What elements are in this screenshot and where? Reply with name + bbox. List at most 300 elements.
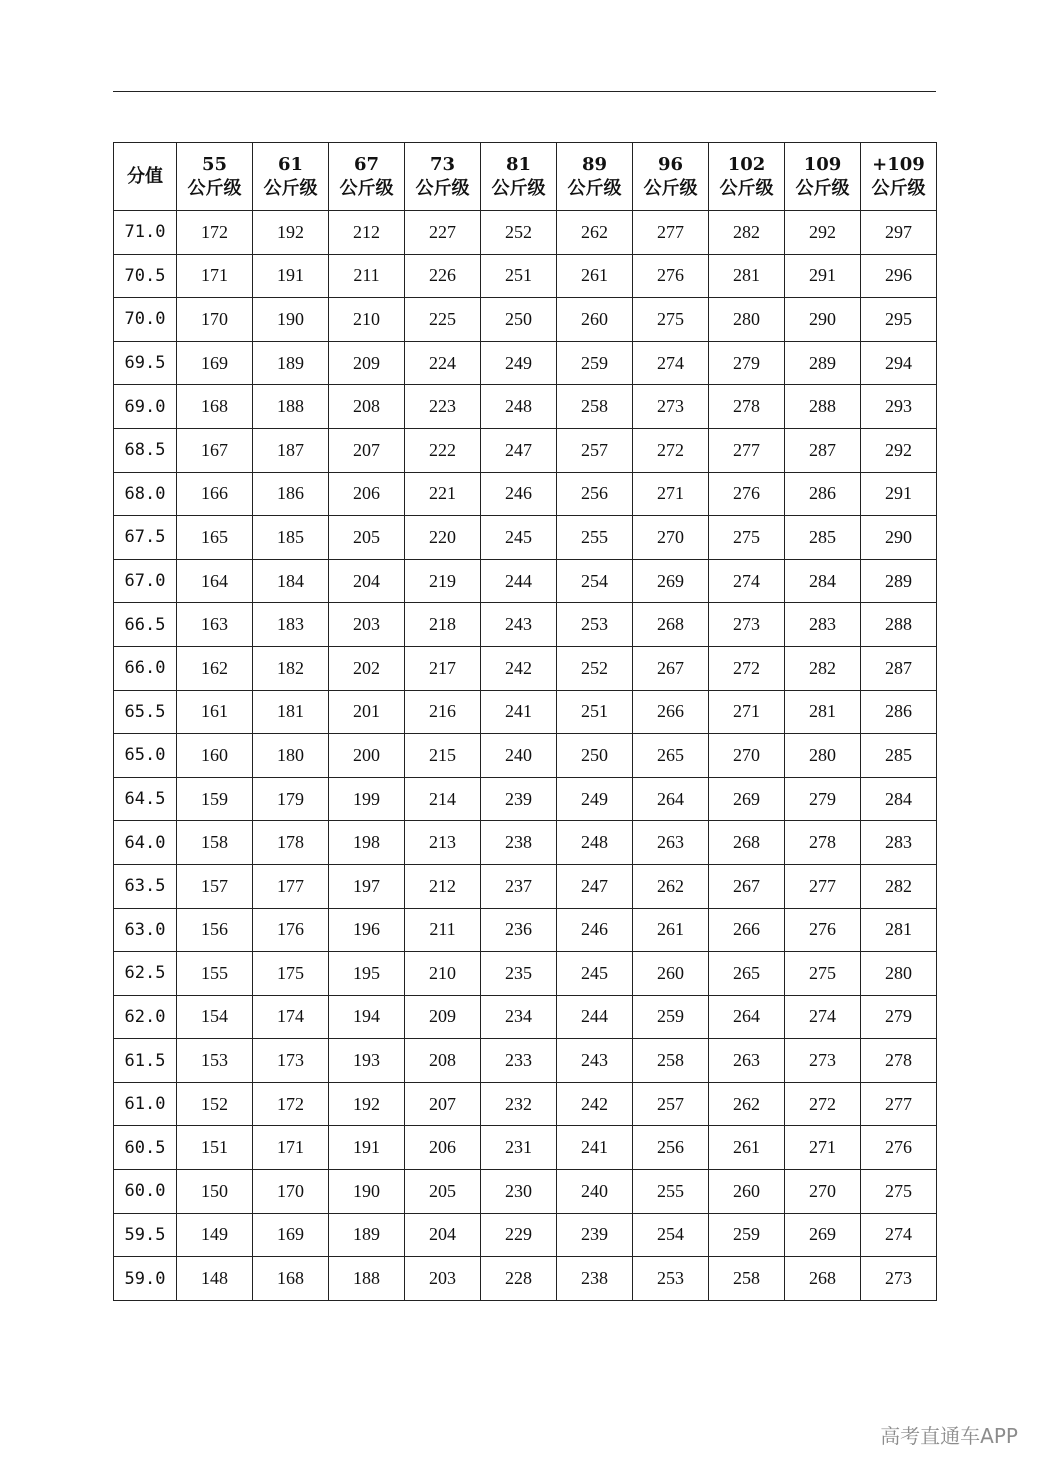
value-cell: 165 <box>177 516 253 560</box>
table-body <box>114 211 937 1301</box>
value-cell: 283 <box>785 603 861 647</box>
value-cell: 182 <box>253 646 329 690</box>
value-cell: 245 <box>557 952 633 996</box>
header-weight-class <box>633 143 709 211</box>
table-row <box>114 298 937 342</box>
value-cell: 236 <box>481 908 557 952</box>
weight-unit: 公斤级 <box>871 177 926 199</box>
value-cell: 261 <box>709 1126 785 1170</box>
value-cell: 191 <box>329 1126 405 1170</box>
table-row <box>114 690 937 734</box>
value-cell: 254 <box>557 559 633 603</box>
value-cell: 190 <box>253 298 329 342</box>
value-cell: 272 <box>709 646 785 690</box>
table-row <box>114 211 937 255</box>
value-cell: 191 <box>253 254 329 298</box>
value-cell: 190 <box>329 1170 405 1214</box>
value-cell: 274 <box>861 1213 937 1257</box>
value-cell: 240 <box>481 734 557 778</box>
header-weight-class <box>709 143 785 211</box>
value-cell: 164 <box>177 559 253 603</box>
score-cell: 68.0 <box>114 472 177 516</box>
value-cell: 285 <box>785 516 861 560</box>
value-cell: 185 <box>253 516 329 560</box>
value-cell: 172 <box>177 211 253 255</box>
table-row <box>114 428 937 472</box>
value-cell: 235 <box>481 952 557 996</box>
value-cell: 199 <box>329 777 405 821</box>
value-cell: 223 <box>405 385 481 429</box>
value-cell: 205 <box>405 1170 481 1214</box>
value-cell: 253 <box>557 603 633 647</box>
value-cell: 218 <box>405 603 481 647</box>
score-cell: 65.0 <box>114 734 177 778</box>
value-cell: 167 <box>177 428 253 472</box>
score-cell: 63.5 <box>114 864 177 908</box>
value-cell: 250 <box>557 734 633 778</box>
value-cell: 168 <box>253 1257 329 1301</box>
weight-value: +109 <box>872 153 925 175</box>
value-cell: 243 <box>557 1039 633 1083</box>
value-cell: 166 <box>177 472 253 516</box>
score-cell: 66.5 <box>114 603 177 647</box>
value-cell: 257 <box>633 1082 709 1126</box>
value-cell: 281 <box>709 254 785 298</box>
value-cell: 215 <box>405 734 481 778</box>
weight-unit: 公斤级 <box>339 177 394 199</box>
weight-value: 73 <box>429 153 456 175</box>
value-cell: 260 <box>709 1170 785 1214</box>
weight-unit: 公斤级 <box>567 177 622 199</box>
value-cell: 256 <box>633 1126 709 1170</box>
value-cell: 282 <box>709 211 785 255</box>
weight-value: 61 <box>277 153 304 175</box>
value-cell: 262 <box>709 1082 785 1126</box>
table-row <box>114 603 937 647</box>
value-cell: 158 <box>177 821 253 865</box>
value-cell: 192 <box>253 211 329 255</box>
table-row <box>114 646 937 690</box>
table-row <box>114 908 937 952</box>
value-cell: 260 <box>557 298 633 342</box>
value-cell: 225 <box>405 298 481 342</box>
value-cell: 178 <box>253 821 329 865</box>
value-cell: 229 <box>481 1213 557 1257</box>
value-cell: 211 <box>405 908 481 952</box>
value-cell: 277 <box>861 1082 937 1126</box>
value-cell: 232 <box>481 1082 557 1126</box>
header-weight-class <box>405 143 481 211</box>
value-cell: 213 <box>405 821 481 865</box>
value-cell: 289 <box>861 559 937 603</box>
value-cell: 260 <box>633 952 709 996</box>
value-cell: 252 <box>481 211 557 255</box>
value-cell: 265 <box>633 734 709 778</box>
value-cell: 270 <box>785 1170 861 1214</box>
value-cell: 248 <box>557 821 633 865</box>
value-cell: 205 <box>329 516 405 560</box>
value-cell: 273 <box>785 1039 861 1083</box>
value-cell: 226 <box>405 254 481 298</box>
value-cell: 241 <box>557 1126 633 1170</box>
value-cell: 279 <box>709 341 785 385</box>
value-cell: 197 <box>329 864 405 908</box>
value-cell: 238 <box>481 821 557 865</box>
value-cell: 261 <box>633 908 709 952</box>
value-cell: 170 <box>177 298 253 342</box>
value-cell: 209 <box>329 341 405 385</box>
weight-value: 55 <box>201 153 228 175</box>
value-cell: 282 <box>861 864 937 908</box>
value-cell: 263 <box>709 1039 785 1083</box>
value-cell: 277 <box>785 864 861 908</box>
value-cell: 275 <box>861 1170 937 1214</box>
score-cell: 59.0 <box>114 1257 177 1301</box>
value-cell: 193 <box>329 1039 405 1083</box>
value-cell: 239 <box>481 777 557 821</box>
value-cell: 291 <box>785 254 861 298</box>
score-cell: 61.0 <box>114 1082 177 1126</box>
header-weight-class <box>861 143 937 211</box>
value-cell: 269 <box>709 777 785 821</box>
value-cell: 271 <box>709 690 785 734</box>
value-cell: 258 <box>633 1039 709 1083</box>
score-cell: 59.5 <box>114 1213 177 1257</box>
table-row <box>114 1039 937 1083</box>
value-cell: 180 <box>253 734 329 778</box>
value-cell: 192 <box>329 1082 405 1126</box>
value-cell: 231 <box>481 1126 557 1170</box>
value-cell: 161 <box>177 690 253 734</box>
value-cell: 194 <box>329 995 405 1039</box>
value-cell: 156 <box>177 908 253 952</box>
table-row <box>114 559 937 603</box>
value-cell: 245 <box>481 516 557 560</box>
value-cell: 274 <box>709 559 785 603</box>
value-cell: 169 <box>177 341 253 385</box>
value-cell: 267 <box>633 646 709 690</box>
value-cell: 287 <box>861 646 937 690</box>
value-cell: 198 <box>329 821 405 865</box>
value-cell: 195 <box>329 952 405 996</box>
weight-unit: 公斤级 <box>491 177 546 199</box>
value-cell: 264 <box>633 777 709 821</box>
value-cell: 206 <box>405 1126 481 1170</box>
table-row <box>114 821 937 865</box>
score-cell: 60.5 <box>114 1126 177 1170</box>
value-cell: 297 <box>861 211 937 255</box>
value-cell: 216 <box>405 690 481 734</box>
value-cell: 284 <box>785 559 861 603</box>
value-cell: 153 <box>177 1039 253 1083</box>
score-cell: 70.0 <box>114 298 177 342</box>
value-cell: 275 <box>709 516 785 560</box>
table-row <box>114 254 937 298</box>
value-cell: 292 <box>861 428 937 472</box>
value-cell: 271 <box>785 1126 861 1170</box>
value-cell: 148 <box>177 1257 253 1301</box>
value-cell: 288 <box>785 385 861 429</box>
value-cell: 204 <box>405 1213 481 1257</box>
value-cell: 272 <box>785 1082 861 1126</box>
value-cell: 202 <box>329 646 405 690</box>
value-cell: 275 <box>785 952 861 996</box>
value-cell: 247 <box>557 864 633 908</box>
value-cell: 242 <box>481 646 557 690</box>
value-cell: 294 <box>861 341 937 385</box>
value-cell: 212 <box>329 211 405 255</box>
value-cell: 241 <box>481 690 557 734</box>
value-cell: 246 <box>557 908 633 952</box>
table-row <box>114 952 937 996</box>
header-weight-class <box>177 143 253 211</box>
value-cell: 255 <box>557 516 633 560</box>
value-cell: 210 <box>405 952 481 996</box>
weight-value: 109 <box>803 153 842 175</box>
weight-unit: 公斤级 <box>795 177 850 199</box>
value-cell: 203 <box>329 603 405 647</box>
value-cell: 188 <box>329 1257 405 1301</box>
value-cell: 183 <box>253 603 329 647</box>
value-cell: 261 <box>557 254 633 298</box>
value-cell: 249 <box>481 341 557 385</box>
value-cell: 292 <box>785 211 861 255</box>
value-cell: 286 <box>861 690 937 734</box>
weight-unit: 公斤级 <box>263 177 318 199</box>
value-cell: 212 <box>405 864 481 908</box>
value-cell: 239 <box>557 1213 633 1257</box>
header-weight-class <box>253 143 329 211</box>
value-cell: 208 <box>405 1039 481 1083</box>
value-cell: 254 <box>633 1213 709 1257</box>
value-cell: 273 <box>861 1257 937 1301</box>
value-cell: 247 <box>481 428 557 472</box>
value-cell: 251 <box>481 254 557 298</box>
value-cell: 281 <box>785 690 861 734</box>
value-cell: 258 <box>557 385 633 429</box>
value-cell: 252 <box>557 646 633 690</box>
value-cell: 159 <box>177 777 253 821</box>
value-cell: 206 <box>329 472 405 516</box>
value-cell: 271 <box>633 472 709 516</box>
value-cell: 275 <box>633 298 709 342</box>
value-cell: 246 <box>481 472 557 516</box>
value-cell: 162 <box>177 646 253 690</box>
value-cell: 207 <box>405 1082 481 1126</box>
value-cell: 203 <box>405 1257 481 1301</box>
value-cell: 200 <box>329 734 405 778</box>
value-cell: 210 <box>329 298 405 342</box>
value-cell: 289 <box>785 341 861 385</box>
score-cell: 68.5 <box>114 428 177 472</box>
value-cell: 295 <box>861 298 937 342</box>
table-row <box>114 1213 937 1257</box>
value-cell: 233 <box>481 1039 557 1083</box>
value-cell: 175 <box>253 952 329 996</box>
header-weight-class <box>329 143 405 211</box>
header-score: 分值 <box>114 143 177 211</box>
header-weight-class <box>481 143 557 211</box>
value-cell: 209 <box>405 995 481 1039</box>
value-cell: 268 <box>785 1257 861 1301</box>
score-cell: 61.5 <box>114 1039 177 1083</box>
value-cell: 266 <box>633 690 709 734</box>
score-table <box>113 142 937 1301</box>
value-cell: 230 <box>481 1170 557 1214</box>
value-cell: 174 <box>253 995 329 1039</box>
value-cell: 172 <box>253 1082 329 1126</box>
score-cell: 67.0 <box>114 559 177 603</box>
table-row <box>114 341 937 385</box>
weight-value: 102 <box>727 153 766 175</box>
value-cell: 264 <box>709 995 785 1039</box>
value-cell: 276 <box>709 472 785 516</box>
value-cell: 263 <box>633 821 709 865</box>
score-cell: 64.5 <box>114 777 177 821</box>
value-cell: 290 <box>861 516 937 560</box>
value-cell: 266 <box>709 908 785 952</box>
value-cell: 189 <box>253 341 329 385</box>
value-cell: 287 <box>785 428 861 472</box>
value-cell: 269 <box>785 1213 861 1257</box>
weight-value: 96 <box>657 153 684 175</box>
value-cell: 273 <box>633 385 709 429</box>
value-cell: 224 <box>405 341 481 385</box>
value-cell: 278 <box>709 385 785 429</box>
value-cell: 279 <box>861 995 937 1039</box>
table-header-row <box>114 143 937 211</box>
value-cell: 220 <box>405 516 481 560</box>
score-cell: 62.0 <box>114 995 177 1039</box>
value-cell: 291 <box>861 472 937 516</box>
value-cell: 278 <box>785 821 861 865</box>
value-cell: 204 <box>329 559 405 603</box>
value-cell: 288 <box>861 603 937 647</box>
weight-value: 81 <box>505 153 532 175</box>
value-cell: 280 <box>785 734 861 778</box>
table-row <box>114 1257 937 1301</box>
table-row <box>114 864 937 908</box>
value-cell: 201 <box>329 690 405 734</box>
value-cell: 267 <box>709 864 785 908</box>
value-cell: 242 <box>557 1082 633 1126</box>
value-cell: 269 <box>633 559 709 603</box>
score-cell: 70.5 <box>114 254 177 298</box>
value-cell: 284 <box>861 777 937 821</box>
table-row <box>114 1170 937 1214</box>
value-cell: 207 <box>329 428 405 472</box>
value-cell: 240 <box>557 1170 633 1214</box>
score-cell: 69.0 <box>114 385 177 429</box>
value-cell: 154 <box>177 995 253 1039</box>
watermark: 高考直通车APP <box>880 1424 1018 1448</box>
value-cell: 248 <box>481 385 557 429</box>
value-cell: 277 <box>709 428 785 472</box>
value-cell: 249 <box>557 777 633 821</box>
value-cell: 296 <box>861 254 937 298</box>
value-cell: 171 <box>253 1126 329 1170</box>
table-row <box>114 777 937 821</box>
value-cell: 250 <box>481 298 557 342</box>
value-cell: 255 <box>633 1170 709 1214</box>
value-cell: 149 <box>177 1213 253 1257</box>
table-row <box>114 734 937 778</box>
weight-value: 89 <box>581 153 608 175</box>
value-cell: 177 <box>253 864 329 908</box>
weight-unit: 公斤级 <box>187 177 242 199</box>
value-cell: 262 <box>633 864 709 908</box>
value-cell: 169 <box>253 1213 329 1257</box>
score-cell: 63.0 <box>114 908 177 952</box>
value-cell: 277 <box>633 211 709 255</box>
value-cell: 279 <box>785 777 861 821</box>
value-cell: 211 <box>329 254 405 298</box>
value-cell: 257 <box>557 428 633 472</box>
value-cell: 217 <box>405 646 481 690</box>
value-cell: 256 <box>557 472 633 516</box>
value-cell: 276 <box>785 908 861 952</box>
value-cell: 163 <box>177 603 253 647</box>
value-cell: 276 <box>861 1126 937 1170</box>
value-cell: 258 <box>709 1257 785 1301</box>
value-cell: 259 <box>633 995 709 1039</box>
value-cell: 188 <box>253 385 329 429</box>
table-row <box>114 1126 937 1170</box>
value-cell: 176 <box>253 908 329 952</box>
value-cell: 181 <box>253 690 329 734</box>
value-cell: 155 <box>177 952 253 996</box>
value-cell: 274 <box>785 995 861 1039</box>
value-cell: 186 <box>253 472 329 516</box>
value-cell: 259 <box>557 341 633 385</box>
value-cell: 262 <box>557 211 633 255</box>
value-cell: 283 <box>861 821 937 865</box>
value-cell: 152 <box>177 1082 253 1126</box>
value-cell: 219 <box>405 559 481 603</box>
value-cell: 184 <box>253 559 329 603</box>
value-cell: 170 <box>253 1170 329 1214</box>
table-row <box>114 995 937 1039</box>
value-cell: 228 <box>481 1257 557 1301</box>
value-cell: 286 <box>785 472 861 516</box>
table-row <box>114 516 937 560</box>
table-row <box>114 472 937 516</box>
value-cell: 293 <box>861 385 937 429</box>
value-cell: 187 <box>253 428 329 472</box>
value-cell: 221 <box>405 472 481 516</box>
value-cell: 274 <box>633 341 709 385</box>
value-cell: 243 <box>481 603 557 647</box>
value-cell: 151 <box>177 1126 253 1170</box>
value-cell: 173 <box>253 1039 329 1083</box>
value-cell: 281 <box>861 908 937 952</box>
value-cell: 179 <box>253 777 329 821</box>
value-cell: 157 <box>177 864 253 908</box>
value-cell: 273 <box>709 603 785 647</box>
value-cell: 227 <box>405 211 481 255</box>
score-cell: 71.0 <box>114 211 177 255</box>
value-cell: 150 <box>177 1170 253 1214</box>
value-cell: 244 <box>481 559 557 603</box>
weight-unit: 公斤级 <box>643 177 698 199</box>
value-cell: 282 <box>785 646 861 690</box>
value-cell: 280 <box>861 952 937 996</box>
value-cell: 237 <box>481 864 557 908</box>
value-cell: 196 <box>329 908 405 952</box>
table-row <box>114 385 937 429</box>
weight-value: 67 <box>353 153 380 175</box>
value-cell: 208 <box>329 385 405 429</box>
